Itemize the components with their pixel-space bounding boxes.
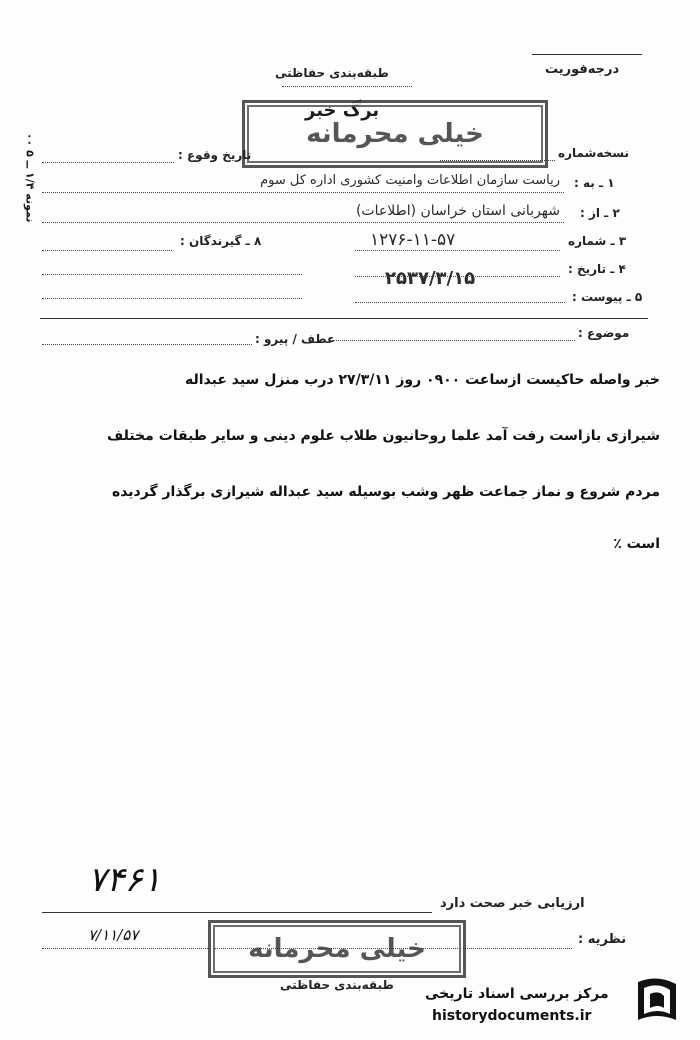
copy-number-label: نسخه‌شماره [558, 146, 629, 160]
recipients-line-2 [42, 274, 302, 275]
recipients-line-1 [42, 250, 172, 251]
body-line-3: مردم شروع و نماز جماعت ظهر وشب بوسیله سید عبداله شیرازی برگذار گردیده [111, 484, 660, 500]
recipients-label: ۸ ـ گیرندگان : [180, 234, 262, 248]
number-line [355, 250, 560, 251]
from-value: شهربانی استان خراسان (اطلاعات) [355, 203, 560, 219]
classification-rule [282, 86, 412, 87]
evaluation-label: ارزیابی خبر صحت دارد [440, 896, 585, 911]
number-label: ۳ ـ شماره [568, 234, 627, 248]
watermark-url: historydocuments.ir [432, 1008, 592, 1024]
occurrence-date-line [42, 162, 174, 163]
confidential-stamp-footer [208, 920, 466, 978]
date-line [355, 276, 560, 277]
body-line-2: شیرازی بازاست رفت آمد علما روحانیون طلاب علوم دینی و سایر طبقات مختلف [106, 428, 660, 444]
attachment-label: ۵ ـ پیوست : [572, 290, 643, 304]
from-label: ۲ ـ از : [580, 206, 620, 220]
stamp-text-footer: خیلی محرمانه [248, 934, 426, 964]
confidential-stamp [242, 100, 548, 168]
evaluation-rule [42, 912, 432, 913]
number-value: ۱۲۷۶-۱۱-۵۷ [370, 230, 456, 250]
watermark-name: مرکز بررسی اسناد تاریخی [425, 986, 609, 1002]
priority-label: درجه‌فوریت [545, 62, 620, 77]
occurrence-date-label: تاریخ وقوع : [178, 148, 252, 162]
footer-classification: طبقه‌بندی حفاظتی [280, 978, 394, 992]
subject-line [330, 340, 575, 341]
archive-logo-icon [628, 976, 686, 1026]
reference-label: عطف / پیرو : [255, 332, 336, 346]
from-line [42, 222, 564, 223]
subject-label: موضوع : [578, 326, 630, 340]
form-title: برگ خبر [305, 100, 380, 121]
recipients-line-3 [42, 298, 302, 299]
priority-rule [532, 54, 642, 55]
header-separator [40, 318, 648, 319]
classification-label: طبقه‌بندی حفاظتی [275, 66, 389, 80]
handwritten-date: ۷/۱۱/۵۷ [88, 926, 139, 944]
stamp-text: خیلی محرمانه [306, 119, 484, 149]
handwritten-number: ۷۴۶۱ [88, 860, 162, 900]
attachment-line [355, 302, 565, 303]
body-line-1: خبر واصله حاکیست ازساعت ۰۹۰۰ روز ۲۷/۳/۱۱ درب منزل سید عبداله [184, 372, 660, 388]
to-line [42, 192, 564, 193]
form-code: نمونه ۱/۴ ــ ۵ ۰۰ [23, 132, 37, 223]
to-label: ۱ ـ به : [574, 176, 615, 190]
to-value: ریاست سازمان اطلاعات وامنیت کشوری اداره کل سوم [260, 173, 560, 188]
date-value: ۲۵۳۷/۳/۱۵ [385, 268, 476, 289]
reference-line [42, 344, 252, 345]
opinion-label: نظریه : [578, 932, 627, 947]
date-label: ۴ ـ تاریخ : [568, 262, 626, 276]
copy-number-line [440, 160, 555, 161]
body-line-4: است ٪ [613, 536, 660, 552]
